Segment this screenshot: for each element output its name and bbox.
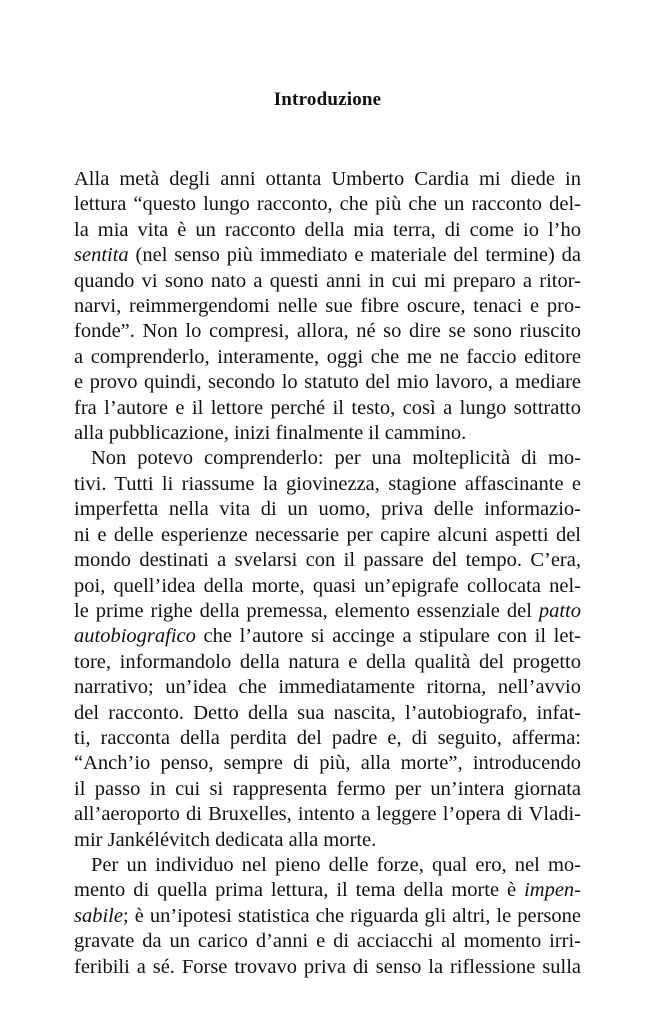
text-line (74, 955, 581, 980)
text-line (74, 777, 581, 802)
document-page (74, 0, 581, 980)
text-line (74, 497, 581, 522)
text-run: tore, informandolo della natura e della qualità del progetto (74, 650, 581, 673)
italic-run: impen- (524, 879, 581, 902)
text-run: alla pubblicazione, inizi finalmente il cammino. (74, 422, 467, 445)
text-line (74, 751, 581, 776)
text-run: che l’autore si accinge a stipulare con il let- (195, 625, 581, 648)
text-line (74, 904, 581, 929)
text-line (74, 599, 581, 624)
text-run: ti, racconta della perdita del padre e, di seguito, afferma: (74, 726, 581, 749)
text-line (74, 853, 581, 878)
text-line (74, 828, 581, 853)
text-line (74, 243, 581, 268)
text-run: feribili a sé. Forse trovavo priva di senso la riflessione sulla (74, 955, 581, 978)
paragraph (74, 446, 581, 853)
text-line (74, 472, 581, 497)
text-line (74, 878, 581, 903)
text-run: mir Jankélévitch dedicata alla morte. (74, 828, 377, 851)
text-run: lettura “questo lungo racconto, che più che un racconto del- (74, 193, 581, 216)
text-run: Per un individuo nel pieno delle forze, qual ero, nel mo- (91, 853, 581, 876)
text-line (74, 192, 581, 217)
text-line (74, 802, 581, 827)
text-run: “Anch’io penso, sempre di più, alla morte”, introducendo (74, 752, 581, 775)
text-line (74, 548, 581, 573)
text-line (74, 701, 581, 726)
text-run: poi, quell’idea della morte, quasi un’epigrafe collocata nel- (74, 574, 581, 597)
text-line (74, 370, 581, 395)
text-run: a comprenderlo, interamente, oggi che me ne faccio editore (74, 345, 581, 368)
text-run: (nel senso più immediato e materiale del termine) da (128, 244, 581, 267)
text-run: mondo destinati a svelarsi con il passare del tempo. C’era, (74, 549, 581, 572)
text-line (74, 650, 581, 675)
text-run: quando vi sono nato a questi anni in cui mi preparo a ritor- (74, 269, 581, 292)
text-run: narvi, reimmergendomi nelle sue fibre oscure, tenaci e pro- (74, 295, 581, 318)
text-run: all’aeroporto di Bruxelles, intento a leggere l’opera di Vladi- (74, 803, 581, 826)
text-run: imperfetta nella vita di un uomo, priva delle informazio- (74, 498, 581, 521)
text-line (74, 624, 581, 649)
text-run: mento di quella prima lettura, il tema della morte è (74, 879, 525, 902)
text-line (74, 294, 581, 319)
text-run: tivi. Tutti li riassume la giovinezza, stagione affascinante e (74, 472, 581, 495)
text-run: la mia vita è un racconto della mia terra, di come io l’ho (74, 218, 581, 241)
italic-run: autobiografico (74, 625, 196, 648)
paragraph (74, 167, 581, 446)
text-run: le prime righe della premessa, elemento essenziale del (74, 599, 539, 622)
text-run: gravate da un carico d’anni e di acciacchi al momento irri- (74, 930, 581, 953)
text-run: e provo quindi, secondo lo statuto del mio lavoro, a mediare (74, 371, 581, 394)
text-run: del racconto. Detto della sua nascita, l’autobiografo, infat- (74, 701, 581, 724)
text-line (74, 675, 581, 700)
text-run: il passo in cui si rappresenta fermo per un’intera giornata (74, 777, 581, 800)
text-run: narrativo; un’idea che immediatamente ritorna, nell’avvio (74, 676, 581, 699)
text-run: Alla metà degli anni ottanta Umberto Cardia mi diede in (74, 168, 581, 190)
text-line (74, 396, 581, 421)
text-line (74, 929, 581, 954)
text-line (74, 218, 581, 243)
paragraph (74, 853, 581, 980)
italic-run: sabile (74, 904, 123, 927)
body-text (74, 167, 581, 980)
text-run: fonde”. Non lo compresi, allora, né so dire se sono riuscito (74, 320, 581, 343)
text-line (74, 345, 581, 370)
text-line (74, 421, 581, 446)
italic-run: sentita (74, 244, 129, 267)
text-run: ni e delle esperienze necessarie per capire alcuni aspetti del (74, 523, 581, 546)
text-line (74, 574, 581, 599)
text-run: fra l’autore e il lettore perché il testo, così a lungo sottratto (74, 396, 581, 419)
text-line (74, 446, 581, 471)
text-line (74, 269, 581, 294)
text-line (74, 523, 581, 548)
text-line (74, 167, 581, 192)
text-run: Non potevo comprenderlo: per una molteplicità di mo- (91, 447, 581, 470)
text-line (74, 319, 581, 344)
text-run: ; è un’ipotesi statistica che riguarda gli altri, le persone (122, 904, 581, 927)
italic-run: patto (538, 599, 581, 622)
text-line (74, 726, 581, 751)
page-title: Introduzione (273, 89, 382, 110)
